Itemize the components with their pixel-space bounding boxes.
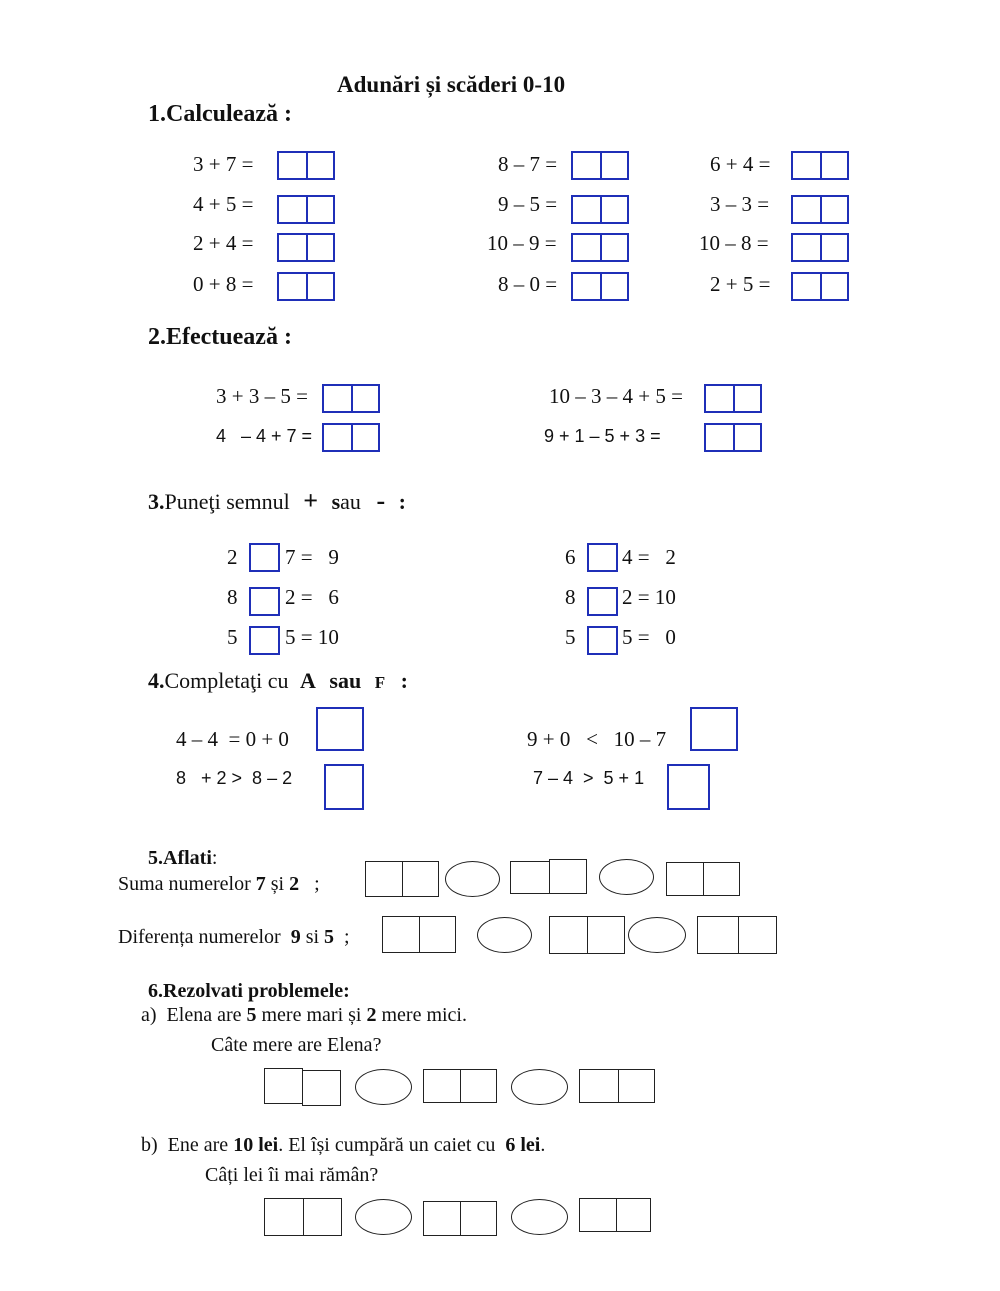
blank-number-box[interactable] — [579, 1198, 651, 1232]
letter-f: F — [374, 673, 386, 692]
answer-box[interactable] — [322, 423, 380, 452]
section-number: 3. — [148, 489, 165, 514]
section-number: 4. — [148, 668, 165, 693]
blank-number-box[interactable] — [666, 862, 740, 896]
text: Elena are — [166, 1004, 247, 1026]
blank-sign-oval[interactable] — [511, 1069, 568, 1105]
word-part: au — [340, 489, 361, 514]
section-4-heading — [148, 668, 408, 694]
s3-left-num: 8 — [227, 585, 238, 609]
s3-left-num: 5 — [565, 625, 576, 649]
problem-b-question: Câți lei îi mai rămân? — [205, 1164, 379, 1186]
s1-expr: 4 + 5 = — [193, 192, 254, 216]
problem-b — [141, 1134, 545, 1157]
section-3-heading — [148, 486, 406, 516]
plus-sign: + — [303, 486, 319, 515]
section-text: Completaţi cu — [164, 668, 289, 693]
difference-line — [118, 926, 350, 949]
answer-box-af[interactable] — [667, 764, 710, 810]
s3-right-part: 7 = 9 — [285, 545, 339, 569]
blank-sign-oval[interactable] — [355, 1069, 412, 1105]
sign-box[interactable] — [587, 626, 618, 655]
problem-label: a) — [141, 1004, 157, 1026]
sign-box[interactable] — [249, 587, 280, 616]
s1-expr: 8 – 0 = — [498, 272, 558, 296]
sign-box[interactable] — [249, 543, 280, 572]
sign-box[interactable] — [587, 543, 618, 572]
sign-box[interactable] — [587, 587, 618, 616]
answer-box[interactable] — [277, 272, 335, 301]
answer-box[interactable] — [277, 195, 335, 224]
blank-number-box[interactable] — [697, 916, 777, 954]
blank-number-box[interactable] — [302, 1070, 341, 1106]
s3-right-part: 2 = 10 — [622, 585, 676, 609]
s1-expr: 9 – 5 = — [498, 192, 558, 216]
text: și — [265, 873, 290, 895]
s3-right-part: 5 = 0 — [622, 625, 676, 649]
problem-a-question: Câte mere are Elena? — [211, 1034, 382, 1056]
text: ; — [299, 873, 320, 895]
s3-right-part: 4 = 2 — [622, 545, 676, 569]
s1-expr: 2 + 5 = — [710, 272, 771, 296]
blank-sign-oval[interactable] — [628, 917, 686, 953]
section-2-heading: 2.Efectuează : — [148, 324, 292, 350]
s4-expr: 7 – 4 > 5 + 1 — [533, 768, 645, 788]
text: . — [540, 1134, 546, 1156]
number: 5 — [246, 1004, 257, 1026]
blank-number-box[interactable] — [264, 1198, 342, 1236]
s1-expr: 6 + 4 = — [710, 152, 771, 176]
answer-box[interactable] — [704, 384, 762, 413]
s1-expr: 10 – 8 = — [699, 231, 769, 255]
number: 6 lei — [505, 1134, 541, 1156]
word-sau: sau — [329, 668, 362, 693]
blank-sign-oval[interactable] — [477, 917, 532, 953]
s3-left-num: 6 — [565, 545, 576, 569]
answer-box[interactable] — [277, 151, 335, 180]
section-5-heading — [148, 847, 217, 870]
number: 2 — [289, 873, 300, 895]
s1-expr: 3 – 3 = — [710, 192, 770, 216]
blank-number-box[interactable] — [549, 859, 587, 894]
blank-number-box[interactable] — [423, 1201, 497, 1236]
blank-number-box[interactable] — [549, 916, 625, 954]
answer-box[interactable] — [571, 195, 629, 224]
number: 7 — [255, 873, 266, 895]
s3-right-part: 5 = 10 — [285, 625, 339, 649]
text: mere mari și — [256, 1004, 367, 1026]
section-5-title: 5.Aflati — [148, 847, 212, 869]
answer-box-af[interactable] — [316, 707, 364, 751]
s1-expr: 8 – 7 = — [498, 152, 558, 176]
section-1-heading: 1.Calculează : — [148, 101, 292, 127]
s1-expr: 2 + 4 = — [193, 231, 254, 255]
minus-sign: - — [376, 486, 386, 515]
section-text: Puneţi semnul — [164, 489, 290, 514]
s2-expr: 3 + 3 – 5 = — [216, 384, 308, 408]
s3-left-num: 8 — [565, 585, 576, 609]
answer-box[interactable] — [571, 272, 629, 301]
s2-expr: 4 – 4 + 7 = — [216, 426, 313, 446]
s4-expr: 8 + 2 > 8 – 2 — [176, 768, 293, 788]
answer-box-af[interactable] — [690, 707, 738, 751]
s3-left-num: 2 — [227, 545, 238, 569]
text: mere mici. — [376, 1004, 467, 1026]
number: 10 lei — [233, 1134, 279, 1156]
colon: : — [211, 847, 218, 869]
blank-number-box[interactable] — [365, 861, 439, 897]
answer-box[interactable] — [571, 233, 629, 262]
s1-expr: 10 – 9 = — [487, 231, 557, 255]
text: Suma numerelor — [118, 873, 256, 895]
blank-sign-oval[interactable] — [511, 1199, 568, 1235]
answer-box[interactable] — [791, 272, 849, 301]
blank-number-box[interactable] — [264, 1068, 303, 1104]
blank-number-box[interactable] — [423, 1069, 497, 1103]
colon: : — [398, 489, 406, 514]
answer-box[interactable] — [791, 233, 849, 262]
s1-expr: 0 + 8 = — [193, 272, 254, 296]
colon: : — [400, 668, 408, 693]
s3-left-num: 5 — [227, 625, 238, 649]
blank-sign-oval[interactable] — [599, 859, 654, 895]
s3-right-part: 2 = 6 — [285, 585, 339, 609]
text: Ene are — [167, 1134, 234, 1156]
problem-label: b) — [141, 1134, 158, 1156]
s1-expr: 3 + 7 = — [193, 152, 254, 176]
text: . El își cumpără un caiet cu — [278, 1134, 506, 1156]
s2-expr: 10 – 3 – 4 + 5 = — [549, 384, 683, 408]
answer-box[interactable] — [704, 423, 762, 452]
number: 9 — [290, 926, 301, 948]
number: 5 — [324, 926, 335, 948]
blank-sign-oval[interactable] — [355, 1199, 412, 1235]
sum-line — [118, 873, 320, 896]
text: Diferența numerelor — [118, 926, 291, 948]
s4-expr: 9 + 0 < 10 – 7 — [527, 727, 667, 751]
blank-number-box[interactable] — [579, 1069, 655, 1103]
problem-a — [141, 1004, 467, 1027]
answer-box-af[interactable] — [324, 764, 364, 810]
s2-expr: 9 + 1 – 5 + 3 = — [544, 426, 661, 446]
word-part: s — [331, 489, 341, 514]
sign-box[interactable] — [249, 626, 280, 655]
blank-number-box[interactable] — [382, 916, 456, 953]
answer-box[interactable] — [571, 151, 629, 180]
section-6-heading: 6.Rezolvati problemele: — [148, 980, 350, 1002]
answer-box[interactable] — [791, 195, 849, 224]
number: 2 — [366, 1004, 377, 1026]
blank-sign-oval[interactable] — [445, 861, 500, 897]
answer-box[interactable] — [322, 384, 380, 413]
letter-a: A — [300, 668, 316, 693]
text: ; — [334, 926, 350, 948]
text: si — [300, 926, 325, 948]
page-title: Adunări și scăderi 0-10 — [337, 72, 566, 97]
s4-expr: 4 – 4 = 0 + 0 — [176, 727, 289, 751]
blank-number-box[interactable] — [510, 861, 550, 894]
answer-box[interactable] — [791, 151, 849, 180]
answer-box[interactable] — [277, 233, 335, 262]
